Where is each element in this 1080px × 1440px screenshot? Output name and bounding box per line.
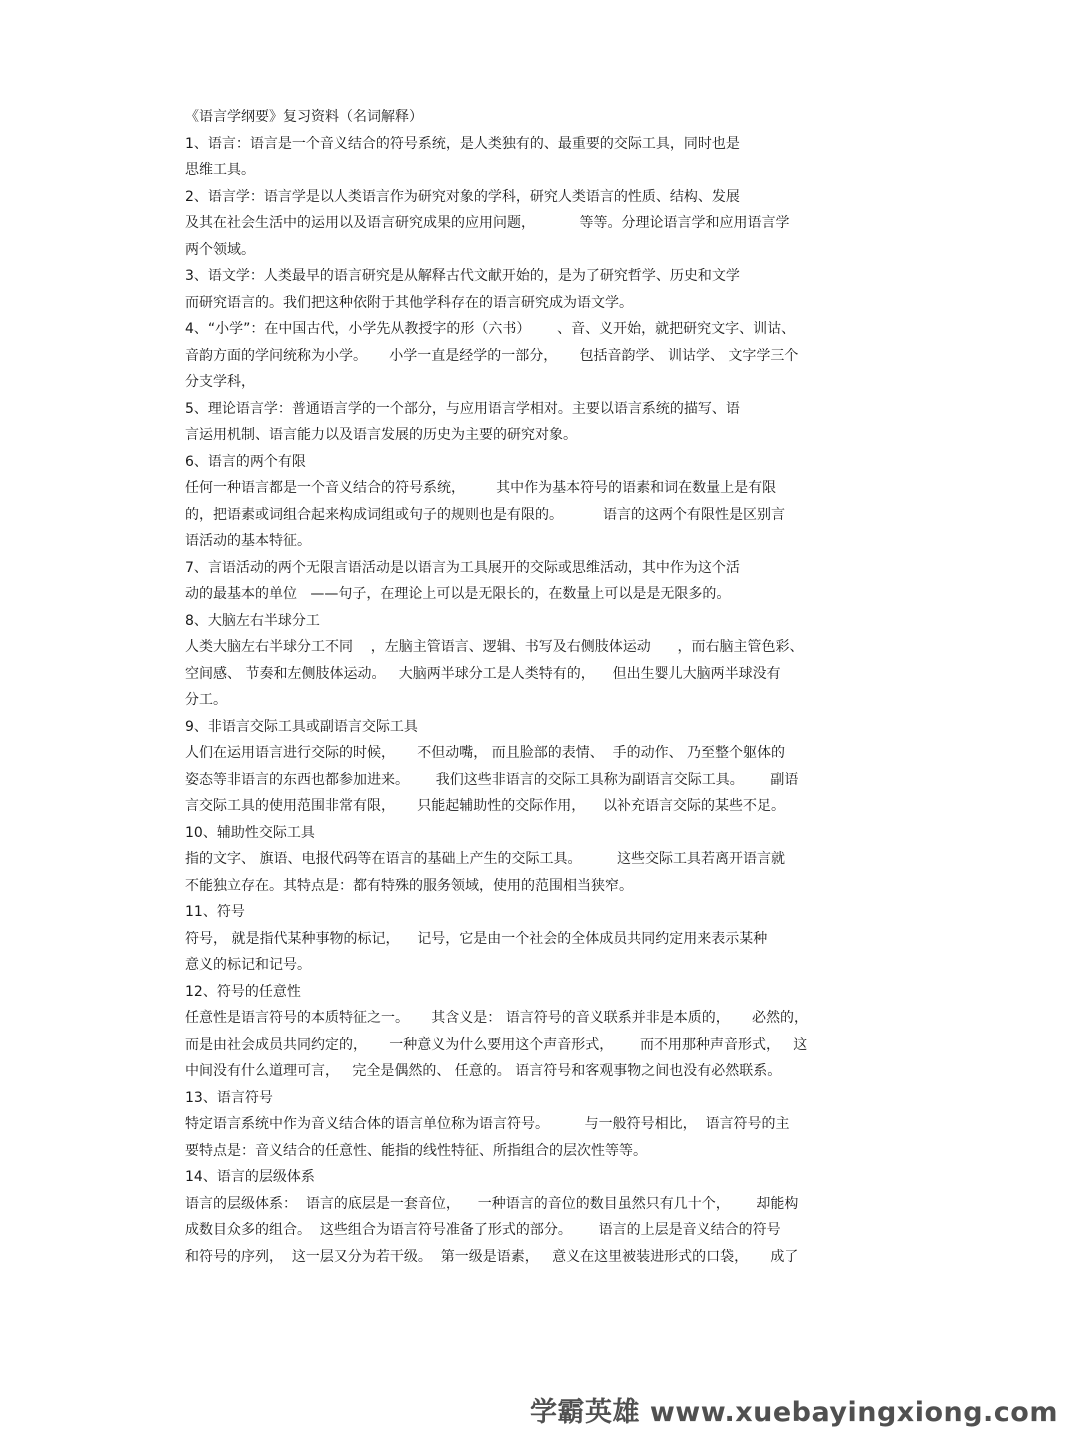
text-line: 3、语文学：人类最早的语言研究是从解释古代文献开始的，是为了研究哲学、历史和文学 (185, 268, 740, 284)
text-line: 中间没有什么道理可言， 完全是偶然的、 任意的。 语言符号和客观事物之间也没有必然联系。 (185, 1063, 782, 1079)
text-line: 及其在社会生活中的运用以及语言研究成果的应用问题， 等等。分理论语言学和应用语言学 (185, 215, 790, 231)
text-line: 空间感、 节奏和左侧肢体运动。 大脑两半球分工是人类特有的， 但出生婴儿大脑两半球没有 (185, 665, 781, 682)
text-line: 分支学科， (185, 374, 255, 390)
site-watermark: 学霸英雄 www.xuebayingxiong.com (529, 1397, 1058, 1428)
text-line: 和符号的序列， 这一层又分为若干级。 第一级是语素， 意义在这里被装进形式的口袋， 成了 (185, 1248, 799, 1265)
text-line: 特定语言系统中作为音义结合体的语言单位称为语言符号。 与一般符号相比， 语言符号的主 (185, 1116, 790, 1132)
text-line: 言运用机制、语言能力以及语言发展的历史为主要的研究对象。 (185, 427, 577, 443)
section-heading: 11、符号 (185, 904, 245, 920)
section-heading: 13、语言符号 (185, 1089, 273, 1106)
text-line: 4、“小学”：在中国古代，小学先从教授字的形（六书） 、音、义开始，就把研究文字、训诂、 (185, 321, 796, 337)
section-heading: 10、辅助性交际工具 (185, 824, 315, 841)
text-line: 而研究语言的。我们把这种依附于其他学科存在的语言研究成为语文学。 (185, 294, 633, 311)
text-line: 指的文字、 旗语、电报代码等在语言的基础上产生的交际工具。 这些交际工具若离开语言就 (185, 851, 786, 867)
section-heading: 9、非语言交际工具或副语言交际工具 (185, 718, 418, 735)
section-heading: 12、符号的任意性 (185, 983, 301, 1000)
text-line: 分工。 (185, 692, 227, 708)
text-line: 而是由社会成员共同约定的， 一种意义为什么要用这个声音形式， 而不用那种声音形式， 这 (185, 1036, 808, 1053)
text-line: 语言的层级体系： 语言的底层是一套音位， 一种语言的音位的数目虽然只有几十个， 却能构 (185, 1195, 799, 1212)
text-line: 语活动的基本特征。 (185, 533, 311, 549)
text-line: 不能独立存在。其特点是：都有特殊的服务领域，使用的范围相当狭窄。 (185, 877, 633, 894)
text-line: 姿态等非语言的东西也都参加进来。 我们这些非语言的交际工具称为副语言交际工具。 副语 (185, 771, 799, 788)
text-line: 任何一种语言都是一个音义结合的符号系统， 其中作为基本符号的语素和词在数量上是有限 (185, 480, 777, 496)
document-body (185, 104, 905, 1270)
text-line: 要特点是：音义结合的任意性、能指的线性特征、所指组合的层次性等等。 (185, 1142, 647, 1159)
text-line: 思维工具。 (185, 162, 255, 178)
text-line: 7、言语活动的两个无限言语活动是以语言为工具展开的交际或思维活动，其中作为这个活 (185, 559, 740, 576)
text-line: 动的最基本的单位 ——句子，在理论上可以是无限长的，在数量上可以是是无限多的。 (185, 586, 731, 602)
text-line: 5、理论语言学：普通语言学的一个部分，与应用语言学相对。主要以语言系统的描写、语 (185, 400, 740, 417)
text-line: 言交际工具的使用范围非常有限， 只能起辅助性的交际作用， 以补充语言交际的某些不足。 (185, 798, 786, 814)
document-title: 《语言学纲要》复习资料（名词解释） (185, 109, 423, 125)
text-line: 任意性是语言符号的本质特征之一。 其含义是： 语言符号的音义联系并非是本质的， 必然的， (185, 1010, 808, 1026)
text-line: 的，把语素或词组合起来构成词组或句子的规则也是有限的。 语言的这两个有限性是区别言 (185, 506, 786, 523)
text-line: 成数目众多的组合。 这些组合为语言符号准备了形式的部分。 语言的上层是音义结合的符号 (185, 1222, 781, 1238)
text-line: 两个领域。 (185, 241, 255, 258)
text-line: 符号， 就是指代某种事物的标记， 记号，它是由一个社会的全体成员共同约定用来表示某种 (185, 930, 768, 947)
text-line: 人们在运用语言进行交际的时候， 不但动嘴， 而且脸部的表情、 手的动作、 乃至整个躯体的 (185, 745, 786, 761)
section-heading: 6、语言的两个有限 (185, 453, 306, 470)
text-line: 意义的标记和记号。 (185, 957, 311, 973)
text-line: 人类大脑左右半球分工不同 ，左脑主管语言、逻辑、书写及右侧肢体运动 ，而右脑主管色彩、 (185, 639, 804, 655)
text-line: 音韵方面的学问统称为小学。 小学一直是经学的一部分， 包括音韵学、 训诂学、 文字学三个 (185, 347, 799, 364)
text-line: 1、语言：语言是一个音义结合的符号系统，是人类独有的、最重要的交际工具，同时也是 (185, 135, 740, 152)
text-line: 2、语言学：语言学是以人类语言作为研究对象的学科，研究人类语言的性质、结构、发展 (185, 188, 740, 205)
section-heading: 14、语言的层级体系 (185, 1169, 315, 1185)
section-heading: 8、大脑左右半球分工 (185, 612, 320, 629)
